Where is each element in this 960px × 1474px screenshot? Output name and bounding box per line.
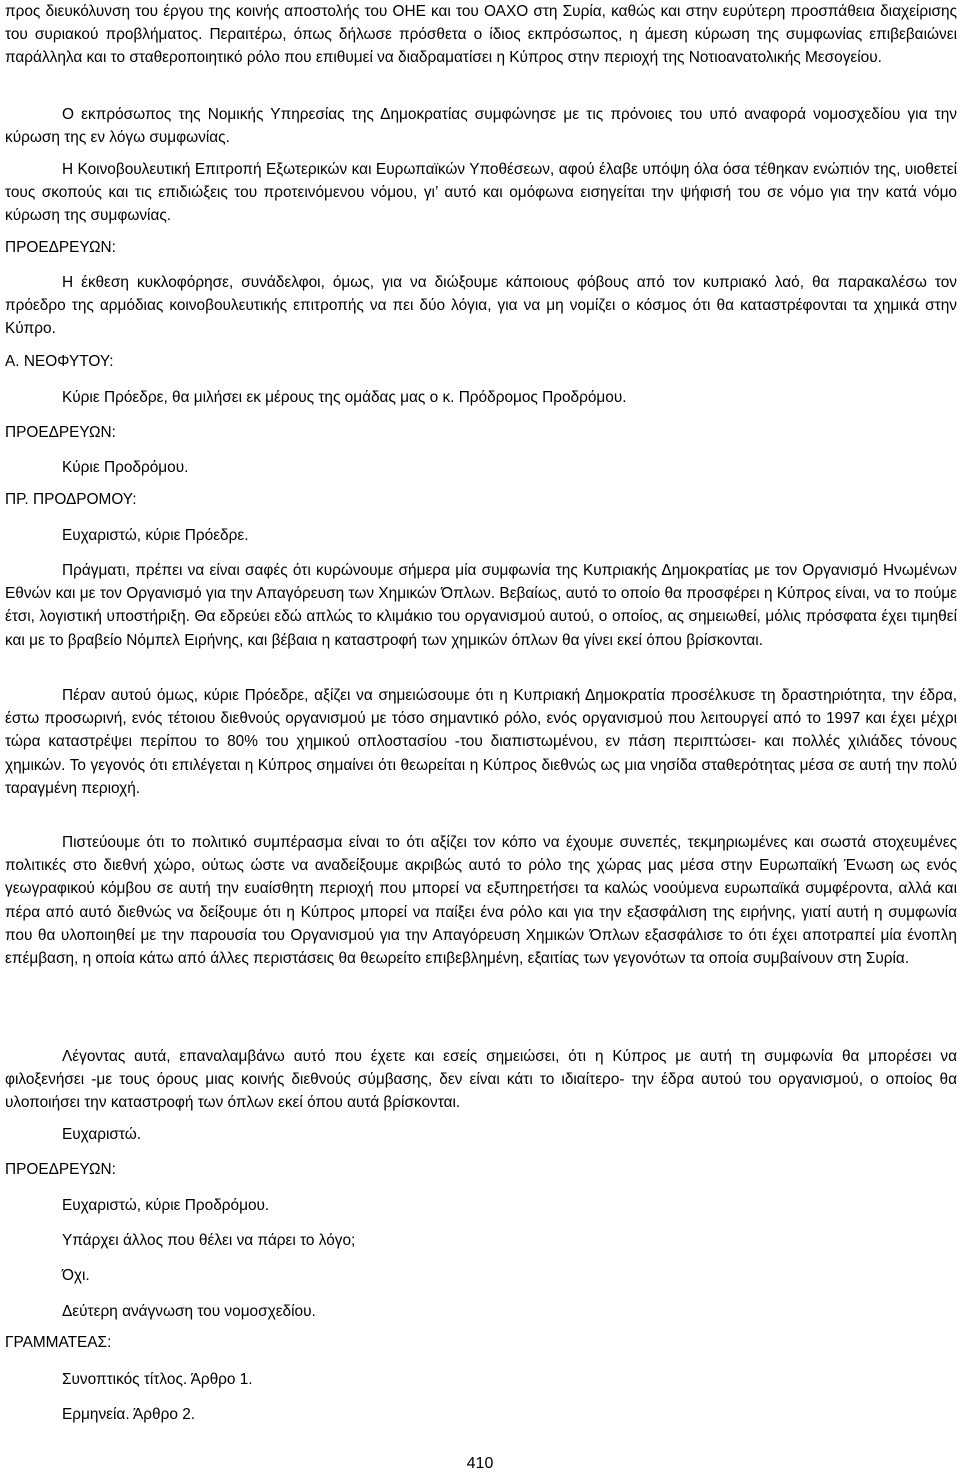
speech-line: Ευχαριστώ. bbox=[62, 1126, 142, 1143]
paragraph-3: Η Κοινοβουλευτική Επιτροπή Εξωτερικών και Ευρωπαϊκών Υποθέσεων, αφού έλαβε υπόψη όλα όσα τέθηκαν ενώπιόν της, υιοθετεί τους σκοπούς και τις επιδιώξεις του προτεινόμενου νόμου, γι’ αυτό και ομόφωνα εισηγείται την ψήφισή του σε νόμο για την κατά νόμο κύρωση της συμφωνίας. bbox=[5, 161, 957, 225]
page-number: 410 bbox=[466, 1455, 494, 1472]
speech-line: Κύριε Προδρόμου. bbox=[62, 459, 189, 476]
paragraph-6: Πέραν αυτού όμως, κύριε Πρόεδρε, αξίζει να σημειώσουμε ότι η Κυπριακή Δημοκρατία προσέλκυσε τη δραστηριότητα, την έδρα, έστω προσωρινή, ενός τέτοιου διεθνούς οργανισμού με τόσο σημαντικό ρόλο, ενός οργανισμού που λειτουργεί από το 1997 και έχει μέχρι τώρα καταστρέψει περίπου το 80% του χημικού οπλοστασίου -του διαπιστωμένου, εν πάση περιπτώσει- και πολλές χιλιάδες τόνους χημικών. Το γεγονός ότι επιλέγεται η Κύπρος σημαίνει ότι θεωρείται η Κύπρος διεθνώς ως μια νησίδα σταθερότητας μέσα σε αυτή την πολύ ταραγμένη περιοχή. bbox=[5, 687, 957, 797]
speech-line: Κύριε Πρόεδρε, θα μιλήσει εκ μέρους της ομάδας μας ο κ. Πρόδρομος Προδρόμου. bbox=[62, 389, 627, 406]
paragraph-2: Ο εκπρόσωπος της Νομικής Υπηρεσίας της Δημοκρατίας συμφώνησε με τις πρόνοιες του υπό αναφορά νομοσχεδίου για την κύρωση της εν λόγω συμφωνίας. bbox=[5, 106, 957, 147]
speaker-label: Α. ΝΕΟΦΥΤΟΥ: bbox=[5, 353, 114, 370]
speech-line: Ευχαριστώ, κύριε Πρόεδρε. bbox=[62, 527, 249, 544]
speaker-label: ΠΡ. ΠΡΟΔΡΟΜΟΥ: bbox=[5, 491, 137, 508]
speech-line: Υπάρχει άλλος που θέλει να πάρει το λόγο; bbox=[62, 1232, 356, 1249]
paragraph-1: προς διευκόλυνση του έργου της κοινής αποστολής του ΟΗΕ και του ΟΑΧΟ στη Συρία, καθώς και στην ευρύτερη προσπάθεια διαχείρισης του συριακού προβλήματος. Περαιτέρω, όπως δήλωσε πρόσθετα ο ίδιος εκπρόσωπος, η άμεση κύρωση της συμφωνίας επιβεβαιώνει παράλληλα και το σταθεροποιητικό ρόλο που επιθυμεί να διαδραματίσει η Κύπρος στην περιοχή της Νοτιοανατολικής Μεσογείου. bbox=[5, 3, 957, 67]
paragraph-4: Η έκθεση κυκλοφόρησε, συνάδελφοι, όμως, για να διώξουμε κάποιους φόβους από τον κυπριακό λαό, θα παρακαλέσω τον πρόεδρο της αρμόδιας κοινοβουλευτικής επιτροπής να πει δύο λόγια, για να μη νομίζει ο κόσμος ότι θα καταστρέφονται τα χημικά στην Κύπρο. bbox=[5, 274, 957, 338]
paragraph-5: Πράγματι, πρέπει να είναι σαφές ότι κυρώνουμε σήμερα μία συμφωνία της Κυπριακής Δημοκρατίας με τον Οργανισμό Ηνωμένων Εθνών και με τον Οργανισμό για την Απαγόρευση των Χημικών Όπλων. Βεβαίως, αυτό το οποίο θα προσφέρει η Κύπρος είναι, να το πούμε έτσι, λογιστική υποστήριξη. Θα εδρεύει εδώ απλώς το κλιμάκιο του οργανισμού αυτού, ο οποίος, ας σημειωθεί, μόλις πρόσφατα έχει τιμηθεί και με το βραβείο Νόμπελ Ειρήνης, και βέβαια η καταστροφή των χημικών όπλων θα γίνει εκεί όπου βρίσκονται. bbox=[5, 562, 957, 649]
speaker-label: ΠΡΟΕΔΡΕΥΩΝ: bbox=[5, 239, 116, 256]
speech-line: Δεύτερη ανάγνωση του νομοσχεδίου. bbox=[62, 1303, 316, 1320]
speaker-label: ΓΡΑΜΜΑΤΕΑΣ: bbox=[5, 1334, 112, 1351]
paragraph-8: Λέγοντας αυτά, επαναλαμβάνω αυτό που έχετε και εσείς σημειώσει, ότι η Κύπρος με αυτή τη συμφωνία θα μπορέσει να φιλοξενήσει -με τους όρους μιας κοινής διεθνούς σύμβασης, δεν είναι κάτι το ιδιαίτερο- την έδρα αυτού του οργανισμού, ο οποίος θα υλοποιήσει την καταστροφή των όπλων εκεί όπου αυτά βρίσκονται. bbox=[5, 1048, 957, 1112]
speech-line: Ευχαριστώ, κύριε Προδρόμου. bbox=[62, 1197, 270, 1214]
speech-line: Όχι. bbox=[62, 1267, 90, 1284]
speech-line: Συνοπτικός τίτλος. Άρθρο 1. bbox=[62, 1371, 253, 1388]
speaker-label: ΠΡΟΕΔΡΕΥΩΝ: bbox=[5, 424, 116, 441]
speech-line: Ερμηνεία. Άρθρο 2. bbox=[62, 1406, 196, 1423]
paragraph-7: Πιστεύουμε ότι το πολιτικό συμπέρασμα είναι το ότι αξίζει τον κόπο να έχουμε συνεπές, τεκμηριωμένες και σωστά στοχευμένες πολιτικές στο διεθνή χώρο, ούτως ώστε να αναδείξουμε ακριβώς αυτό το ρόλο της χώρας μας μέσα στην Ευρωπαϊκή Ένωση ως ενός γεωγραφικού κόμβου σε αυτή την ευαίσθητη περιοχή που μπορεί να εξυπηρετήσει τα καλώς νοούμενα ευρωπαϊκά συμφέροντα, αλλά και πέρα από αυτό διεθνώς να δείξουμε ότι η Κύπρος μπορεί να παίξει ένα ρόλο και για την εξασφάλιση της ειρήνης, γιατί αυτή η συμφωνία που θα υλοποιηθεί με την παρουσία του Οργανισμού για την Απαγόρευση Χημικών Όπλων εξασφάλισε το ότι έχει αποτραπεί μία ένοπλη επέμβαση, η οποία κάτω από άλλες περιστάσεις θα θεωρείτο επιβεβλημένη, εξαιτίας των γεγονότων τα οποία συμβαίνουν στη Συρία. bbox=[5, 834, 957, 968]
speaker-label: ΠΡΟΕΔΡΕΥΩΝ: bbox=[5, 1161, 116, 1178]
